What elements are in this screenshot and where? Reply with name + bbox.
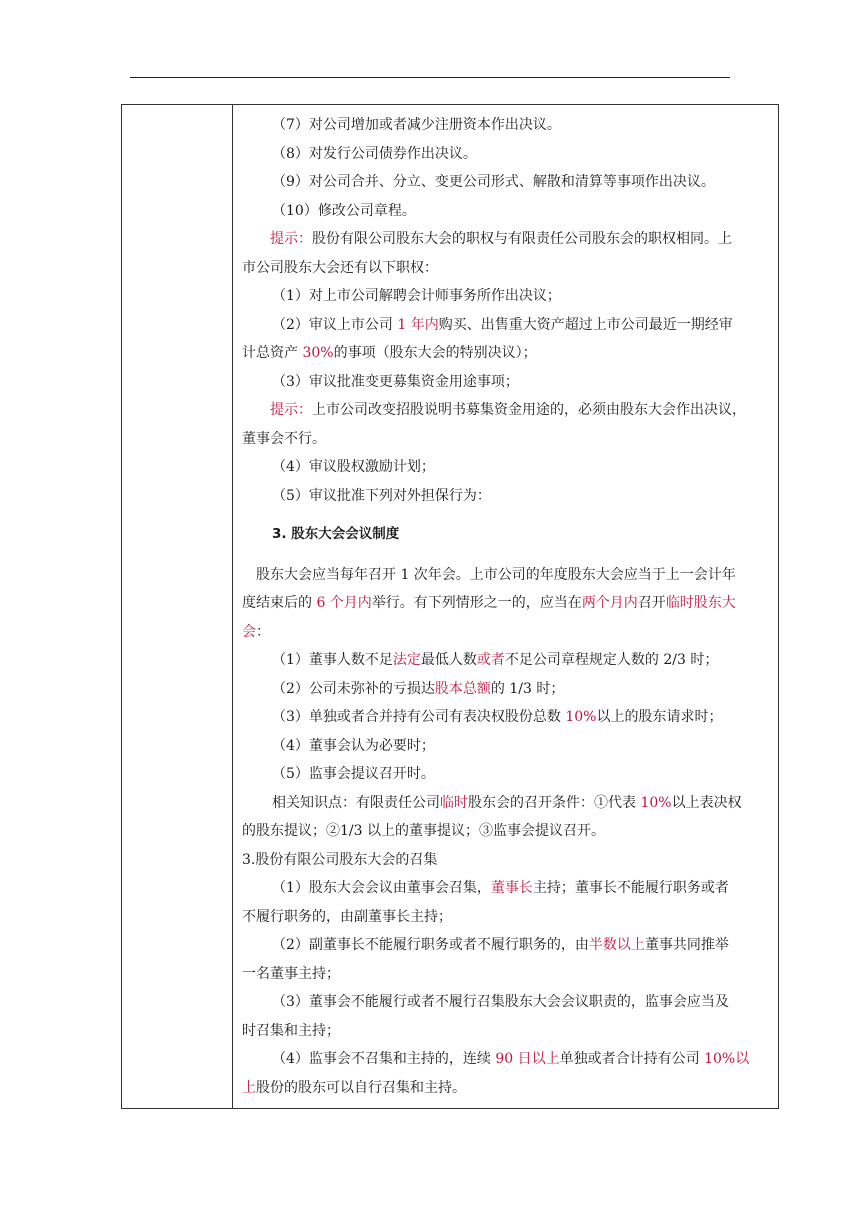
text-run: （9）对公司合并、分立、变更公司形式、解散和清算等事项作出决议。 xyxy=(272,174,715,190)
text-line xyxy=(242,903,773,932)
text-line xyxy=(242,425,773,454)
text-line xyxy=(242,339,773,368)
text-line xyxy=(242,960,773,989)
text-run: 股份有限公司股东大会的职权与有限责任公司股东会的职权相同。上 xyxy=(312,231,732,247)
text-run: （2）公司未弥补的亏损达 xyxy=(272,680,435,697)
table-content-cell xyxy=(242,111,773,1102)
text-run: 不履行职务的，由副董事长主持； xyxy=(242,908,452,925)
highlighted-text: 10% xyxy=(565,709,597,725)
highlighted-text: 30% xyxy=(302,345,334,361)
text-run: （7）对公司增加或者减少注册资本作出决议。 xyxy=(272,117,561,133)
text-run: （2）副董事长不能履行职务或者不履行职务的，由 xyxy=(272,937,589,953)
text-run: 董事会不行。 xyxy=(242,430,326,447)
highlighted-text: 10% xyxy=(640,794,672,811)
highlighted-text: 10%以 xyxy=(704,1051,750,1067)
text-line xyxy=(242,396,773,425)
text-line xyxy=(242,817,773,846)
text-line xyxy=(242,874,773,903)
text-run: （8）对发行公司债券作出决议。 xyxy=(272,145,477,162)
text-line xyxy=(242,931,773,960)
text-line xyxy=(242,760,773,789)
text-line xyxy=(242,789,773,818)
text-line xyxy=(242,1017,773,1046)
highlighted-text: 半数以上 xyxy=(588,937,645,953)
text-run: ： xyxy=(256,623,270,640)
text-run: 相关知识点：有限责任公司 xyxy=(272,794,440,811)
text-line xyxy=(242,646,773,675)
text-run: 购买、出售重大资产超过上市公司最近一期经审 xyxy=(438,316,733,333)
text-run: 以上的股东请求时； xyxy=(596,709,723,725)
text-line xyxy=(242,311,773,340)
text-run: 市公司股东大会还有以下职权： xyxy=(242,259,438,276)
text-run: 一名董事主持； xyxy=(242,965,340,982)
text-run: （1）股东大会会议由董事会召集， xyxy=(272,880,491,896)
text-run: （2）审议上市公司 xyxy=(272,316,398,333)
highlighted-text: 1 年内 xyxy=(397,316,439,333)
highlighted-text: 法定 xyxy=(392,652,421,668)
highlighted-text: 上 xyxy=(242,1079,256,1096)
text-run: （4）监事会不召集和主持的，连续 xyxy=(272,1051,496,1067)
text-line xyxy=(242,254,773,283)
text-run: 3. 股东大会会议制度 xyxy=(272,526,400,542)
text-line xyxy=(242,988,773,1017)
text-run: （3）董事会不能履行或者不履行召集股东大会会议职责的，监事会应当及 xyxy=(272,994,729,1010)
text-line xyxy=(242,675,773,704)
text-line xyxy=(242,453,773,482)
text-line xyxy=(242,561,773,590)
text-line xyxy=(242,589,773,618)
section-heading xyxy=(242,520,773,549)
text-run: （4）审议股权激励计划； xyxy=(272,459,435,475)
text-run: 股份的股东可以自行召集和主持。 xyxy=(256,1079,466,1096)
highlighted-text: 临时 xyxy=(440,794,468,811)
highlighted-text: 会 xyxy=(242,623,256,640)
text-run: 计总资产 xyxy=(242,345,303,361)
text-line xyxy=(242,368,773,397)
text-line xyxy=(242,168,773,197)
text-run: 3.股份有限公司股东大会的召集 xyxy=(242,851,438,868)
highlighted-text: 提示： xyxy=(270,402,312,418)
highlighted-text: 90 日以上 xyxy=(495,1051,560,1067)
text-line xyxy=(242,225,773,254)
text-line xyxy=(242,1045,773,1074)
text-run: 的股东提议；②1/3 以上的董事提议；③监事会提议召开。 xyxy=(242,823,605,839)
text-run: （1）对上市公司解聘会计师事务所作出决议； xyxy=(272,288,561,304)
highlighted-text: 股本总额 xyxy=(434,680,491,697)
text-run: （5）审议批准下列对外担保行为： xyxy=(272,487,491,504)
text-run: 股东会的召开条件：①代表 xyxy=(468,794,641,811)
text-line xyxy=(242,197,773,226)
text-run: （4）董事会认为必要时； xyxy=(272,737,435,754)
text-run: 举行。有下列情形之一的，应当在 xyxy=(371,595,582,611)
text-run: 以上表决权 xyxy=(671,794,742,811)
text-run: 的 1/3 时； xyxy=(490,680,565,697)
text-line xyxy=(242,846,773,875)
text-line xyxy=(242,618,773,647)
text-run: 时召集和主持； xyxy=(242,1022,340,1039)
text-run: 主持；董事长不能履行职务或者 xyxy=(532,880,729,896)
highlighted-text: 提示： xyxy=(270,231,312,247)
text-run: 不足公司章程规定人数的 2/3 时； xyxy=(504,652,719,668)
highlighted-text: 董事长 xyxy=(490,880,533,896)
text-run: （1）董事人数不足 xyxy=(272,652,393,668)
text-run: （3）审议批准变更募集资金用途事项； xyxy=(272,373,519,390)
text-run: （5）监事会提议召开时。 xyxy=(272,766,435,782)
table-column-divider xyxy=(232,104,233,1109)
text-line xyxy=(242,140,773,169)
header-rule xyxy=(130,77,730,78)
text-run: 的事项（股东大会的特别决议）； xyxy=(333,345,537,361)
text-run: 上市公司改变招股说明书募集资金用途的，必须由股东大会作出决议， xyxy=(312,402,746,418)
text-line xyxy=(242,282,773,311)
text-line xyxy=(242,111,773,140)
text-run: 最低人数 xyxy=(420,652,477,668)
text-run: 度结束后的 xyxy=(242,595,317,611)
highlighted-text: 6 个月内 xyxy=(316,595,372,611)
text-line xyxy=(242,482,773,511)
text-line xyxy=(242,1074,773,1103)
text-run: （10）修改公司章程。 xyxy=(272,202,416,219)
text-run: 董事共同推举 xyxy=(644,937,729,953)
highlighted-text: 两个月内 xyxy=(581,595,638,611)
text-run: 股东大会应当每年召开 1 次年会。上市公司的年度股东大会应当于上一会计年 xyxy=(256,566,736,583)
text-run: 召开 xyxy=(637,595,666,611)
highlighted-text: 或者 xyxy=(476,652,505,668)
text-line xyxy=(242,732,773,761)
highlighted-text: 临时股东大 xyxy=(665,595,736,611)
text-run: （3）单独或者合并持有公司有表决权股份总数 xyxy=(272,709,566,725)
text-run: 单独或者合计持有公司 xyxy=(559,1051,705,1067)
text-line xyxy=(242,703,773,732)
